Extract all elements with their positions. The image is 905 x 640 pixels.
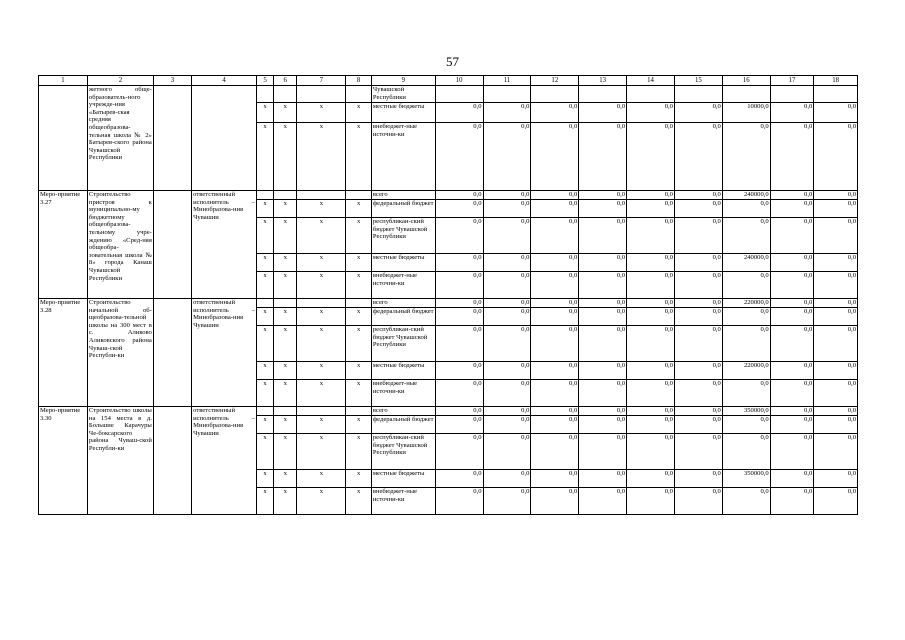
x-mark: x [297, 326, 346, 362]
empty-cell [483, 86, 531, 103]
x-mark: x [346, 308, 372, 326]
value-cell: 0,0 [531, 470, 579, 488]
x-mark: x [274, 218, 297, 254]
value-cell: 0,0 [435, 218, 483, 254]
value-cell: 0,0 [483, 434, 531, 470]
x-mark: x [346, 488, 372, 515]
value-cell: 0,0 [674, 434, 722, 470]
value-cell: 0,0 [435, 272, 483, 299]
funding-source: федеральный бюджет [371, 200, 435, 218]
x-mark: x [297, 488, 346, 515]
value-cell: 0,0 [435, 308, 483, 326]
col-3-cell [153, 86, 191, 191]
value-cell: 0,0 [722, 416, 770, 434]
value-cell: 220000,0 [722, 362, 770, 380]
x-mark: x [257, 218, 274, 254]
measure-id: Меро-приятие 3.30 [39, 407, 88, 515]
x-mark: x [297, 254, 346, 272]
x-mark: x [257, 380, 274, 407]
value-cell: 0,0 [814, 123, 858, 191]
column-header: 2 [87, 76, 153, 86]
value-cell: 350000,0 [722, 470, 770, 488]
value-cell: 0,0 [435, 191, 483, 200]
value-cell: 0,0 [579, 362, 627, 380]
value-cell: 0,0 [531, 434, 579, 470]
value-cell: 0,0 [674, 191, 722, 200]
value-cell: 0,0 [814, 200, 858, 218]
value-cell: 0,0 [579, 191, 627, 200]
x-mark: x [346, 380, 372, 407]
value-cell: 0,0 [770, 326, 814, 362]
x-mark: x [257, 123, 274, 191]
empty-cell [346, 407, 372, 416]
value-cell: 0,0 [531, 200, 579, 218]
value-cell: 0,0 [579, 103, 627, 123]
funding-source: всего [371, 407, 435, 416]
value-cell: 0,0 [627, 380, 675, 407]
value-cell: 0,0 [579, 470, 627, 488]
x-mark: x [346, 326, 372, 362]
value-cell: 0,0 [722, 308, 770, 326]
value-cell: 0,0 [435, 434, 483, 470]
x-mark: x [274, 272, 297, 299]
table-row [39, 299, 858, 308]
value-cell: 0,0 [722, 488, 770, 515]
x-mark: x [346, 272, 372, 299]
empty-cell [297, 407, 346, 416]
value-cell: 0,0 [531, 218, 579, 254]
value-cell: 0,0 [674, 254, 722, 272]
empty-cell [274, 299, 297, 308]
x-mark: x [257, 103, 274, 123]
value-cell: 0,0 [531, 488, 579, 515]
value-cell: 0,0 [483, 380, 531, 407]
x-mark: x [257, 200, 274, 218]
funding-source: местные бюджеты [371, 362, 435, 380]
empty-cell [346, 299, 372, 308]
value-cell: 0,0 [435, 362, 483, 380]
value-cell: 0,0 [814, 218, 858, 254]
value-cell: 0,0 [722, 380, 770, 407]
value-cell: 0,0 [579, 123, 627, 191]
value-cell: 0,0 [435, 326, 483, 362]
funding-source: внебюджет-ные источни-ки [371, 488, 435, 515]
x-mark: x [274, 362, 297, 380]
col-3-cell [153, 407, 191, 515]
column-header: 1 [39, 76, 88, 86]
value-cell: 0,0 [483, 299, 531, 308]
value-cell: 0,0 [814, 326, 858, 362]
empty-cell [257, 407, 274, 416]
value-cell: 0,0 [531, 380, 579, 407]
value-cell: 0,0 [770, 200, 814, 218]
measure-name: Строительство начальной об-щеобразова-тельной школы на 300 мест в с. Аликово Аликовского района Чуваш-ской Республи-ки [87, 299, 153, 407]
value-cell: 0,0 [579, 200, 627, 218]
value-cell: 0,0 [674, 407, 722, 416]
value-cell: 0,0 [531, 272, 579, 299]
empty-cell [346, 86, 372, 103]
value-cell: 0,0 [770, 407, 814, 416]
value-cell: 0,0 [722, 434, 770, 470]
value-cell: 0,0 [770, 488, 814, 515]
x-mark: x [274, 488, 297, 515]
value-cell: 0,0 [770, 470, 814, 488]
value-cell: 0,0 [770, 299, 814, 308]
value-cell: 0,0 [579, 254, 627, 272]
x-mark: x [346, 470, 372, 488]
value-cell: 0,0 [770, 308, 814, 326]
column-header: 15 [674, 76, 722, 86]
value-cell: 0,0 [770, 380, 814, 407]
x-mark: x [274, 434, 297, 470]
x-mark: x [346, 416, 372, 434]
value-cell: 0,0 [627, 191, 675, 200]
funding-source: внебюджет-ные источни-ки [371, 123, 435, 191]
value-cell: 0,0 [674, 308, 722, 326]
value-cell: 0,0 [627, 218, 675, 254]
empty-cell [346, 191, 372, 200]
x-mark: x [297, 308, 346, 326]
column-header: 12 [531, 76, 579, 86]
x-mark: x [346, 200, 372, 218]
x-mark: x [297, 272, 346, 299]
value-cell: 0,0 [814, 103, 858, 123]
value-cell: 0,0 [531, 326, 579, 362]
table-row [39, 407, 858, 416]
column-header: 10 [435, 76, 483, 86]
executor: ответственный исполнитель – Минобразова-ния Чувашии [192, 407, 257, 515]
value-cell: 240000,0 [722, 254, 770, 272]
value-cell: 0,0 [627, 103, 675, 123]
x-mark: x [274, 254, 297, 272]
column-header: 9 [371, 76, 435, 86]
value-cell: 0,0 [435, 299, 483, 308]
value-cell: 0,0 [483, 191, 531, 200]
empty-cell [297, 299, 346, 308]
header-row [39, 76, 858, 86]
x-mark: x [346, 254, 372, 272]
empty-cell [274, 191, 297, 200]
value-cell: 0,0 [674, 470, 722, 488]
value-cell: 0,0 [627, 308, 675, 326]
funding-source: местные бюджеты [371, 470, 435, 488]
value-cell: 220000,0 [722, 299, 770, 308]
x-mark: x [257, 326, 274, 362]
value-cell: 0,0 [435, 407, 483, 416]
funding-source: внебюджет-ные источни-ки [371, 380, 435, 407]
value-cell: 0,0 [627, 326, 675, 362]
col-3-cell [153, 191, 191, 299]
column-header: 14 [627, 76, 675, 86]
funding-source: республикан-ский бюджет Чувашской Республики [371, 434, 435, 470]
column-header: 3 [153, 76, 191, 86]
column-header: 5 [257, 76, 274, 86]
column-header: 13 [579, 76, 627, 86]
value-cell: 0,0 [579, 308, 627, 326]
value-cell: 0,0 [770, 191, 814, 200]
measure-name: Строительство пристроя к муниципально-му бюджетному общеобразова-тельному учре-ждению «Сред-няя общеобра-зовательная школа № 8» города Канаш Чувашской Республики [87, 191, 153, 299]
value-cell: 0,0 [770, 254, 814, 272]
value-cell: 0,0 [531, 407, 579, 416]
empty-cell [814, 86, 858, 103]
value-cell: 0,0 [531, 299, 579, 308]
x-mark: x [257, 254, 274, 272]
value-cell: 0,0 [674, 362, 722, 380]
funding-source: всего [371, 191, 435, 200]
value-cell: 0,0 [674, 272, 722, 299]
value-cell: 0,0 [674, 218, 722, 254]
value-cell: 0,0 [579, 416, 627, 434]
page-number: 57 [446, 54, 459, 69]
column-header: 7 [297, 76, 346, 86]
empty-cell [627, 86, 675, 103]
measure-id: Меро-приятие 3.27 [39, 191, 88, 299]
value-cell: 0,0 [435, 200, 483, 218]
table-row [39, 191, 858, 200]
funding-source: федеральный бюджет [371, 416, 435, 434]
value-cell: 0,0 [483, 488, 531, 515]
value-cell: 0,0 [435, 380, 483, 407]
value-cell: 0,0 [579, 272, 627, 299]
value-cell: 0,0 [579, 488, 627, 515]
empty-cell [531, 86, 579, 103]
x-mark: x [274, 123, 297, 191]
table-row [39, 86, 858, 103]
value-cell: 0,0 [483, 103, 531, 123]
funding-source: республикан-ский бюджет Чувашской Республики [371, 218, 435, 254]
value-cell: 0,0 [627, 362, 675, 380]
value-cell: 0,0 [814, 380, 858, 407]
executor: ответственный исполнитель – Минобразова-ния Чувашии [192, 191, 257, 299]
executor: ответственный исполнитель – Минобразова-ния Чувашии [192, 299, 257, 407]
value-cell: 0,0 [770, 218, 814, 254]
x-mark: x [257, 272, 274, 299]
measure-id: Меро-приятие 3.28 [39, 299, 88, 407]
value-cell: 0,0 [722, 123, 770, 191]
x-mark: x [297, 103, 346, 123]
empty-cell [274, 86, 297, 103]
value-cell: 0,0 [435, 123, 483, 191]
x-mark: x [297, 362, 346, 380]
value-cell: 0,0 [674, 123, 722, 191]
value-cell: 0,0 [814, 362, 858, 380]
x-mark: x [297, 200, 346, 218]
value-cell: 0,0 [770, 272, 814, 299]
value-cell: 0,0 [531, 362, 579, 380]
value-cell: 350000,0 [722, 407, 770, 416]
value-cell: 0,0 [674, 103, 722, 123]
value-cell: 0,0 [627, 299, 675, 308]
x-mark: x [274, 416, 297, 434]
value-cell: 0,0 [435, 103, 483, 123]
x-mark: x [274, 470, 297, 488]
x-mark: x [257, 362, 274, 380]
value-cell: 0,0 [814, 470, 858, 488]
value-cell: 0,0 [770, 416, 814, 434]
value-cell: 0,0 [627, 272, 675, 299]
value-cell: 0,0 [483, 308, 531, 326]
funding-source: федеральный бюджет [371, 308, 435, 326]
funding-source: местные бюджеты [371, 254, 435, 272]
value-cell: 0,0 [435, 488, 483, 515]
value-cell: 0,0 [814, 254, 858, 272]
column-header: 16 [722, 76, 770, 86]
empty-cell [257, 299, 274, 308]
x-mark: x [274, 200, 297, 218]
value-cell: 0,0 [531, 123, 579, 191]
x-mark: x [297, 416, 346, 434]
value-cell: 0,0 [770, 103, 814, 123]
budget-table [38, 75, 858, 515]
value-cell: 0,0 [579, 218, 627, 254]
column-header: 6 [274, 76, 297, 86]
x-mark: x [297, 123, 346, 191]
empty-cell [770, 86, 814, 103]
x-mark: x [297, 470, 346, 488]
value-cell: 0,0 [722, 200, 770, 218]
value-cell: 0,0 [814, 272, 858, 299]
value-cell: 0,0 [531, 254, 579, 272]
column-header: 18 [814, 76, 858, 86]
x-mark: x [346, 123, 372, 191]
funding-source: внебюджет-ные источни-ки [371, 272, 435, 299]
value-cell: 0,0 [814, 488, 858, 515]
value-cell: 0,0 [483, 254, 531, 272]
value-cell: 0,0 [814, 308, 858, 326]
value-cell: 0,0 [579, 407, 627, 416]
value-cell: 0,0 [579, 434, 627, 470]
empty-cell [674, 86, 722, 103]
value-cell: 0,0 [579, 380, 627, 407]
value-cell: 0,0 [483, 123, 531, 191]
funding-source: всего [371, 299, 435, 308]
value-cell: 0,0 [722, 326, 770, 362]
value-cell: 10000,0 [722, 103, 770, 123]
empty-cell [297, 191, 346, 200]
empty-cell [274, 407, 297, 416]
value-cell: 0,0 [674, 416, 722, 434]
value-cell: 0,0 [814, 416, 858, 434]
value-cell: 0,0 [674, 488, 722, 515]
value-cell: 0,0 [627, 416, 675, 434]
value-cell: 0,0 [814, 191, 858, 200]
value-cell: 0,0 [627, 470, 675, 488]
funding-source: местные бюджеты [371, 103, 435, 123]
value-cell: 0,0 [674, 380, 722, 407]
funding-source: республикан-ский бюджет Чувашской Республики [371, 326, 435, 362]
value-cell: 0,0 [483, 326, 531, 362]
value-cell: 0,0 [627, 407, 675, 416]
value-cell: 0,0 [531, 416, 579, 434]
x-mark: x [274, 103, 297, 123]
x-mark: x [346, 103, 372, 123]
empty-cell [435, 86, 483, 103]
x-mark: x [274, 380, 297, 407]
value-cell: 0,0 [435, 254, 483, 272]
x-mark: x [346, 434, 372, 470]
x-mark: x [346, 218, 372, 254]
value-cell: 0,0 [483, 200, 531, 218]
value-cell: 0,0 [579, 326, 627, 362]
x-mark: x [297, 218, 346, 254]
value-cell: 0,0 [483, 407, 531, 416]
value-cell: 0,0 [531, 308, 579, 326]
executor [192, 86, 257, 191]
value-cell: 0,0 [627, 200, 675, 218]
value-cell: 0,0 [627, 254, 675, 272]
value-cell: 0,0 [579, 299, 627, 308]
x-mark: x [274, 326, 297, 362]
value-cell: 0,0 [531, 191, 579, 200]
value-cell: 0,0 [435, 470, 483, 488]
measure-name: Строительство школы на 154 места в д. Большие Карачуры Че-боксарского района Чуваш-ской Республи-ки [87, 407, 153, 515]
value-cell: 0,0 [674, 299, 722, 308]
value-cell: 0,0 [483, 272, 531, 299]
value-cell: 0,0 [770, 123, 814, 191]
value-cell: 0,0 [627, 123, 675, 191]
value-cell: 0,0 [814, 407, 858, 416]
value-cell: 0,0 [627, 434, 675, 470]
empty-cell [257, 191, 274, 200]
column-header: 8 [346, 76, 372, 86]
empty-cell [297, 86, 346, 103]
value-cell: 0,0 [814, 299, 858, 308]
value-cell: 0,0 [483, 416, 531, 434]
measure-id [39, 86, 88, 191]
value-cell: 240000,0 [722, 191, 770, 200]
value-cell: 0,0 [483, 362, 531, 380]
empty-cell [257, 86, 274, 103]
value-cell: 0,0 [770, 362, 814, 380]
value-cell: 0,0 [531, 103, 579, 123]
empty-cell [722, 86, 770, 103]
col-3-cell [153, 299, 191, 407]
x-mark: x [297, 434, 346, 470]
x-mark: x [346, 362, 372, 380]
column-header: 4 [192, 76, 257, 86]
value-cell: 0,0 [722, 272, 770, 299]
value-cell: 0,0 [770, 434, 814, 470]
x-mark: x [257, 308, 274, 326]
column-header: 11 [483, 76, 531, 86]
column-header: 17 [770, 76, 814, 86]
value-cell: 0,0 [722, 218, 770, 254]
value-cell: 0,0 [674, 200, 722, 218]
value-cell: 0,0 [674, 326, 722, 362]
value-cell: 0,0 [435, 416, 483, 434]
value-cell: 0,0 [814, 434, 858, 470]
value-cell: 0,0 [483, 470, 531, 488]
funding-source: Чувашской Республики [371, 86, 435, 103]
x-mark: x [257, 470, 274, 488]
x-mark: x [257, 488, 274, 515]
x-mark: x [257, 434, 274, 470]
empty-cell [579, 86, 627, 103]
value-cell: 0,0 [483, 218, 531, 254]
x-mark: x [274, 308, 297, 326]
x-mark: x [257, 416, 274, 434]
measure-name: жетного обще-образователь-ного учрежде-ния «Батырев-ская средняя общеобразова-тельная школа № 2» Батырев-ского района Чувашской Республики [87, 86, 153, 191]
value-cell: 0,0 [627, 488, 675, 515]
x-mark: x [297, 380, 346, 407]
